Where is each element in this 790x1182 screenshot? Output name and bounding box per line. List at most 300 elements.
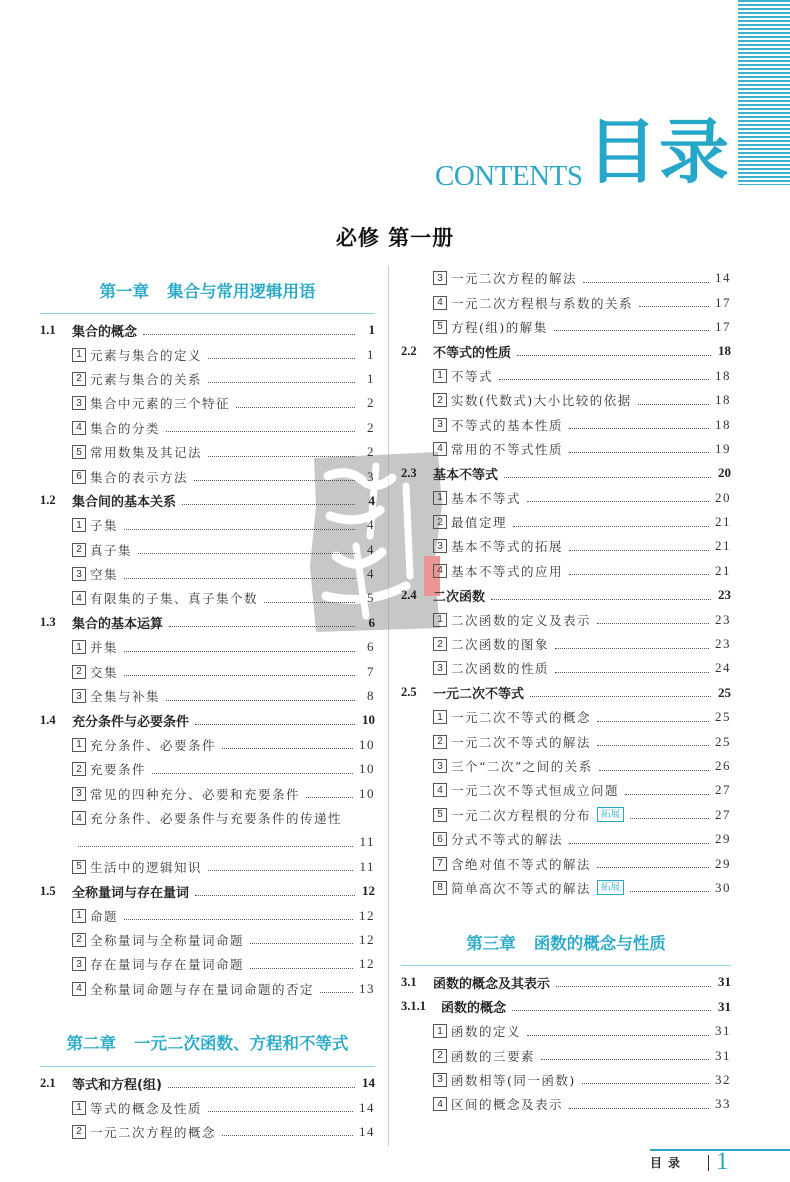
section-number: 1.4: [40, 712, 56, 727]
leader-dots: [138, 553, 355, 554]
toc-item[interactable]: [401, 778, 731, 802]
item-title: 分式不等式的解法: [451, 832, 564, 848]
leader-dots: [513, 526, 709, 527]
item-title: 元素与集合的定义: [90, 347, 203, 363]
toc-section-2-3[interactable]: [401, 461, 731, 485]
leader-dots: [208, 870, 353, 871]
leader-dots: [569, 550, 709, 551]
item-title: 全集与补集: [90, 689, 161, 705]
item-title: 一元二次不等式恒成立问题: [451, 783, 620, 799]
leader-dots: [124, 529, 355, 530]
chapter-name: 一元二次函数、方程和不等式: [134, 1034, 349, 1054]
item-page: 10: [359, 736, 375, 752]
item-number: 4: [72, 811, 86, 825]
section-number: 2.4: [401, 587, 417, 602]
item-page: 12: [359, 907, 375, 923]
section-page: 31: [718, 974, 731, 990]
item-title: 一元二次不等式的解法: [451, 734, 592, 750]
leader-dots: [208, 1111, 353, 1112]
chapter-number: 第三章: [466, 933, 516, 953]
item-number: 3: [72, 396, 86, 410]
leader-dots: [527, 1035, 709, 1036]
leader-dots: [582, 1083, 709, 1084]
toc-item[interactable]: [40, 806, 375, 855]
leader-dots: [124, 919, 353, 920]
chapter-number: 第一章: [99, 281, 149, 301]
section-page: 12: [362, 883, 375, 899]
toc-item[interactable]: [401, 607, 731, 631]
leader-dots: [208, 456, 355, 457]
item-number: 3: [433, 539, 447, 553]
leader-dots: [569, 428, 709, 429]
item-title: 充要条件: [90, 762, 147, 778]
item-number: 3: [433, 661, 447, 675]
item-title: 二次函数的定义及表示: [451, 612, 592, 628]
item-title: 实数(代数式)大小比较的依据: [451, 393, 632, 409]
item-page: 4: [367, 517, 375, 533]
item-title: 基本不等式的应用: [451, 563, 564, 579]
section-number: 1.1: [40, 322, 56, 337]
toc-section-2-2[interactable]: [401, 339, 731, 363]
item-number: 1: [433, 1024, 447, 1038]
toc-item[interactable]: [40, 733, 375, 757]
toc-item[interactable]: [40, 440, 375, 464]
leader-dots: [512, 1010, 711, 1011]
toc-item[interactable]: [40, 342, 375, 366]
item-number: 2: [72, 933, 86, 947]
item-title: 空集: [90, 567, 119, 583]
section-title: 等式和方程(组): [72, 1077, 162, 1093]
toc-item[interactable]: [401, 754, 731, 778]
toc-item[interactable]: [401, 1019, 731, 1043]
item-page: 4: [367, 566, 375, 582]
item-page: 12: [359, 931, 375, 947]
item-number: 3: [72, 689, 86, 703]
leader-dots: [222, 748, 353, 749]
leader-dots: [264, 602, 355, 603]
item-number: 6: [433, 832, 447, 846]
toc-item[interactable]: [401, 412, 731, 436]
section-title: 集合的概念: [72, 324, 138, 340]
leader-dots: [306, 797, 353, 798]
item-number: 2: [72, 665, 86, 679]
item-title: 函数相等(同一函数): [451, 1072, 576, 1088]
toc-section-3-1[interactable]: [401, 970, 731, 994]
section-title: 基本不等式: [433, 467, 499, 483]
item-page: 21: [715, 562, 731, 578]
item-page: 14: [715, 270, 731, 286]
item-title: 元素与集合的关系: [90, 371, 203, 387]
item-page: 23: [715, 611, 731, 627]
section-page: 20: [718, 465, 731, 481]
item-number: 4: [433, 1097, 447, 1111]
toc-section-1-2[interactable]: [40, 489, 375, 513]
item-title: 子集: [90, 518, 119, 534]
leader-dots: [194, 480, 355, 481]
toc-section-1-4[interactable]: [40, 708, 375, 732]
toc-section-3-1-1[interactable]: [401, 995, 731, 1019]
leader-dots: [638, 404, 709, 405]
item-page: 30: [715, 879, 731, 895]
leader-dots: [195, 895, 355, 896]
toc-item[interactable]: [401, 827, 731, 851]
item-number: 4: [433, 442, 447, 456]
toc-item[interactable]: [40, 1120, 375, 1144]
item-title: 全称量词命题与存在量词命题的否定: [90, 981, 315, 997]
item-title: 最值定理: [451, 515, 508, 531]
item-title: 充分条件、必要条件与充要条件的传递性: [90, 811, 343, 826]
item-title: 含绝对值不等式的解法: [451, 856, 592, 872]
item-page: 4: [367, 541, 375, 557]
toc-item[interactable]: [401, 486, 731, 510]
toc-item[interactable]: [401, 705, 731, 729]
leader-dots: [124, 651, 355, 652]
toc-section-1-3[interactable]: [40, 611, 375, 635]
item-title: 集合的分类: [90, 420, 161, 436]
toc-left-column: [40, 266, 375, 1144]
item-number: 1: [433, 491, 447, 505]
item-page: 2: [367, 419, 375, 435]
item-page: 31: [715, 1047, 731, 1063]
item-page: 25: [715, 733, 731, 749]
item-number: 1: [433, 710, 447, 724]
toc-item[interactable]: [401, 1068, 731, 1092]
item-title: 三个“二次”之间的关系: [451, 759, 593, 774]
decorative-stripes: [738, 0, 790, 185]
item-title: 不等式: [451, 368, 494, 384]
footer-separator: [708, 1155, 709, 1171]
section-number: 3.1.1: [401, 999, 426, 1014]
item-number: 4: [433, 564, 447, 578]
leader-dots: [166, 431, 355, 432]
section-title: 充分条件与必要条件: [72, 714, 190, 730]
item-page: 18: [715, 392, 731, 408]
toc-item[interactable]: [40, 464, 375, 488]
item-page: 5: [367, 590, 375, 606]
item-number: 3: [433, 418, 447, 432]
toc-item[interactable]: [401, 510, 731, 534]
item-number: 1: [72, 518, 86, 532]
item-number: 4: [72, 591, 86, 605]
leader-dots: [152, 773, 353, 774]
item-number: 1: [72, 738, 86, 752]
item-number: 2: [433, 1049, 447, 1063]
item-page: 17: [715, 294, 731, 310]
toc-item[interactable]: [401, 266, 731, 290]
leader-dots: [630, 818, 709, 819]
chapter-3-heading: [401, 918, 731, 966]
toc-item[interactable]: [40, 781, 375, 805]
item-title: 一元二次方程的解法: [451, 271, 578, 287]
item-number: 3: [433, 271, 447, 285]
toc-section-1-5[interactable]: [40, 879, 375, 903]
item-number: 1: [72, 1101, 86, 1115]
item-page: 27: [715, 782, 731, 798]
section-page: 6: [368, 614, 375, 630]
toc-item[interactable]: [401, 534, 731, 558]
item-number: 1: [72, 640, 86, 654]
toc-item[interactable]: [401, 876, 731, 900]
section-title: 一元二次不等式: [433, 687, 525, 703]
section-page: 10: [362, 712, 375, 728]
leader-dots: [597, 745, 709, 746]
toc-item[interactable]: [401, 851, 731, 875]
item-page: 21: [715, 514, 731, 530]
item-title: 函数的三要素: [451, 1048, 536, 1064]
toc-item[interactable]: [401, 315, 731, 339]
item-page: 13: [359, 980, 375, 996]
item-page: 31: [715, 1023, 731, 1039]
leader-dots: [555, 648, 709, 649]
section-page: 4: [368, 492, 375, 508]
item-title: 二次函数的性质: [451, 661, 550, 677]
toc-section-2-1[interactable]: [40, 1071, 375, 1095]
leader-dots: [599, 770, 709, 771]
toc-item[interactable]: [40, 416, 375, 440]
toc-item[interactable]: [40, 928, 375, 952]
toc-item[interactable]: [40, 513, 375, 537]
leader-dots: [625, 794, 709, 795]
item-number: 3: [72, 957, 86, 971]
toc-section-1-1[interactable]: [40, 318, 375, 342]
item-number: 5: [72, 445, 86, 459]
section-page: 18: [718, 343, 731, 359]
item-page: 8: [367, 688, 375, 704]
leader-dots: [195, 724, 355, 725]
item-page: 26: [715, 758, 731, 773]
item-title: 一元二次方程的概念: [90, 1124, 217, 1140]
toc-item[interactable]: [40, 367, 375, 391]
leader-dots: [250, 968, 353, 969]
leader-dots: [569, 843, 709, 844]
footer-label: 目录: [650, 1156, 687, 1170]
leader-dots: [541, 1059, 709, 1060]
item-title: 基本不等式: [451, 490, 522, 506]
book-title: 必修 第一册: [335, 226, 455, 250]
section-title: 不等式的性质: [433, 345, 512, 361]
contents-header: [435, 108, 735, 198]
leader-dots: [250, 943, 353, 944]
toc-item[interactable]: [40, 635, 375, 659]
item-title: 不等式的基本性质: [451, 417, 564, 433]
section-title: 全称量词与存在量词: [72, 885, 190, 901]
section-page: 23: [718, 587, 731, 603]
leader-dots: [555, 672, 709, 673]
item-number: 3: [433, 759, 447, 773]
toc-item[interactable]: [401, 559, 731, 583]
item-number: 7: [433, 857, 447, 871]
leader-dots: [124, 675, 355, 676]
item-number: 3: [433, 1073, 447, 1087]
leader-dots: [569, 574, 709, 575]
item-page: 1: [367, 370, 375, 386]
section-title: 函数的概念及其表示: [433, 976, 551, 992]
section-title: 集合的基本运算: [72, 617, 164, 633]
chapter-name: 集合与常用逻辑用语: [167, 281, 316, 301]
toc-item[interactable]: [40, 757, 375, 781]
chapter-1-heading: [40, 266, 375, 314]
item-title: 二次函数的图象: [451, 637, 550, 653]
item-page: 14: [359, 1123, 375, 1139]
item-page: 29: [715, 831, 731, 847]
item-page: 10: [359, 761, 375, 777]
item-page: 27: [715, 806, 731, 822]
item-page: 1: [367, 346, 375, 362]
toc-item[interactable]: [401, 632, 731, 656]
toc-item[interactable]: [401, 437, 731, 461]
leader-dots: [597, 623, 709, 624]
item-page: 24: [715, 660, 731, 676]
toc-section-2-4[interactable]: [401, 583, 731, 607]
item-title: 常用的不等式性质: [451, 441, 564, 457]
item-title: 简单高次不等式的解法: [451, 880, 592, 896]
section-number: 1.2: [40, 493, 56, 508]
section-page: 14: [362, 1075, 375, 1091]
extension-tag: 拓展: [597, 807, 624, 822]
section-page: 25: [718, 684, 731, 700]
item-title: 一元二次方程根的分布: [451, 807, 592, 823]
leader-dots: [569, 452, 709, 453]
toc-item[interactable]: [401, 1092, 731, 1116]
item-page: 2: [367, 444, 375, 460]
item-number: 1: [433, 613, 447, 627]
item-page: 11: [359, 834, 375, 850]
item-number: 2: [72, 762, 86, 776]
item-title: 方程(组)的解集: [451, 319, 548, 335]
item-page: 19: [715, 440, 731, 456]
item-page: 12: [359, 956, 375, 972]
leader-dots: [208, 358, 355, 359]
item-number: 2: [433, 735, 447, 749]
item-number: 4: [72, 982, 86, 996]
item-page: 17: [715, 318, 731, 334]
item-page: 14: [359, 1099, 375, 1115]
leader-dots: [143, 334, 355, 335]
item-number: 1: [433, 369, 447, 383]
leader-dots: [78, 846, 353, 847]
item-title: 交集: [90, 664, 119, 680]
toc-item[interactable]: [40, 855, 375, 879]
item-page: 3: [367, 468, 375, 484]
contents-title: 目录: [587, 111, 731, 193]
leader-dots: [499, 379, 709, 380]
section-number: 2.1: [40, 1075, 56, 1090]
toc-section-2-5[interactable]: [401, 681, 731, 705]
item-title: 有限集的子集、真子集个数: [90, 591, 259, 607]
item-page: 33: [715, 1096, 731, 1112]
item-title: 区间的概念及表示: [451, 1097, 564, 1113]
toc-item[interactable]: [40, 684, 375, 708]
item-number: 3: [72, 787, 86, 801]
item-number: 2: [72, 543, 86, 557]
item-page: 21: [715, 538, 731, 554]
section-number: 1.3: [40, 615, 56, 630]
leader-dots: [320, 992, 353, 993]
toc-item[interactable]: [40, 977, 375, 1001]
item-page: 11: [359, 858, 375, 874]
toc-right-column: [401, 266, 731, 1117]
item-page: 32: [715, 1071, 731, 1087]
item-number: 2: [433, 637, 447, 651]
section-page: 1: [368, 322, 375, 338]
toc-item[interactable]: [401, 803, 731, 827]
toc-item[interactable]: [40, 586, 375, 610]
toc-item[interactable]: [40, 903, 375, 927]
leader-dots: [182, 504, 355, 505]
item-title: 基本不等式的拓展: [451, 539, 564, 555]
toc-item[interactable]: [40, 952, 375, 976]
leader-dots: [222, 1135, 353, 1136]
item-number: 4: [433, 783, 447, 797]
leader-dots: [556, 986, 711, 987]
toc-item[interactable]: [401, 388, 731, 412]
item-number: 2: [433, 515, 447, 529]
leader-dots: [504, 477, 711, 478]
item-number: 5: [433, 320, 447, 334]
chapter-2-heading: [40, 1019, 375, 1067]
section-number: 2.5: [401, 685, 417, 700]
item-page: 7: [367, 663, 375, 679]
item-number: 5: [433, 808, 447, 822]
item-number: 2: [72, 1125, 86, 1139]
page-footer: [650, 1148, 790, 1176]
leader-dots: [530, 696, 711, 697]
item-title: 等式的概念及性质: [90, 1100, 203, 1116]
item-title: 命题: [90, 908, 119, 924]
item-number: 4: [72, 421, 86, 435]
item-title: 并集: [90, 640, 119, 656]
toc-item[interactable]: [40, 538, 375, 562]
leader-dots: [597, 867, 709, 868]
item-title: 全称量词与全称量词命题: [90, 932, 245, 948]
chapter-name: 函数的概念与性质: [533, 933, 666, 953]
section-number: 1.5: [40, 883, 56, 898]
toc-item[interactable]: [401, 1043, 731, 1067]
toc-item[interactable]: [40, 562, 375, 586]
leader-dots: [527, 501, 709, 502]
toc-item[interactable]: [401, 729, 731, 753]
item-number: 4: [433, 296, 447, 310]
section-number: 2.3: [401, 465, 417, 480]
item-title: 真子集: [90, 542, 133, 558]
item-page: 18: [715, 416, 731, 432]
item-title: 存在量词与存在量词命题: [90, 957, 245, 973]
column-divider: [388, 266, 389, 1146]
leader-dots: [639, 306, 709, 307]
leader-dots: [491, 599, 711, 600]
item-page: 18: [715, 367, 731, 383]
item-title: 一元二次不等式的概念: [451, 710, 592, 726]
toc-item[interactable]: [401, 290, 731, 314]
leader-dots: [554, 330, 709, 331]
toc-item[interactable]: [40, 1095, 375, 1119]
item-title: 集合的表示方法: [90, 469, 189, 485]
section-title: 二次函数: [433, 589, 486, 605]
toc-item[interactable]: [401, 656, 731, 680]
toc-item[interactable]: [40, 659, 375, 683]
leader-dots: [569, 1108, 709, 1109]
item-title: 集合中元素的三个特征: [90, 396, 231, 412]
section-title: 集合间的基本关系: [72, 495, 177, 511]
item-number: 2: [433, 393, 447, 407]
item-title: 充分条件、必要条件: [90, 737, 217, 753]
section-number: 3.1: [401, 974, 417, 989]
page-number: 1: [716, 1148, 729, 1175]
toc-item[interactable]: [40, 391, 375, 415]
section-page: 31: [718, 998, 731, 1014]
toc-item[interactable]: [401, 364, 731, 388]
item-number: 3: [72, 567, 86, 581]
